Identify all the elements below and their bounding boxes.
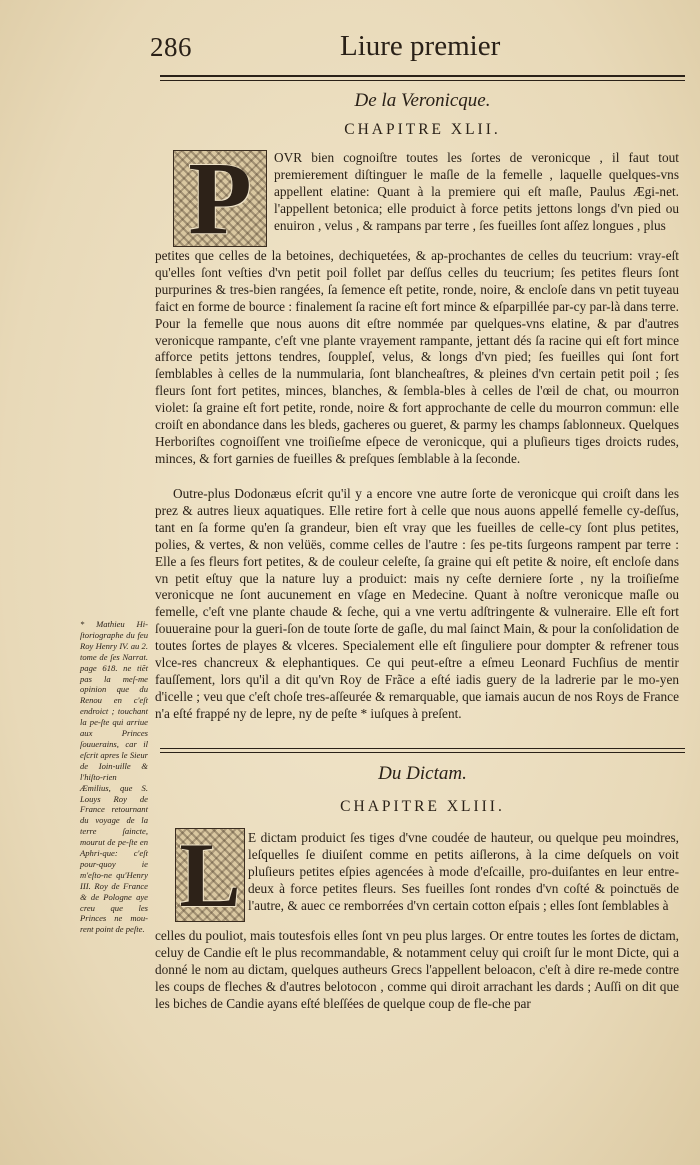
paragraph-veronicque-continued <box>155 248 679 484</box>
paragraph-veronicque-1-cont: petites que celles de la betoines, dechiquetées, & ap-prochantes de celles du teucrium: vray-eſt qu'elles ſont veſties d'vn petit poil follet par deſſus celles du teucrium; ſes petites fleurs ſont purpurines & tres-bien rangées, ſa ſemence eſt petite, ronde, noire, & encloſe dans vn petit tuyeau faict en forme de bource : finalement ſa racine eſt fort mince & eſparpillée par-cy par-là dans terre. Pour la femelle que nous auons dit eſtre nommée par quelques-vns elatine, & par d'autres veronicque rampante, c'eſt vne plante vrayement rampante, jettant dés ſa racine qui eſt fort mince afforce petits jettons tendres, ſouppleſ, velus, & longs d'vn pied; ſes fueilles qui ſont fort ſemblables à celles de la nummularia, ſont blancheaſtres, & pleines d'vn certain petit poil ; ſes fleurs ſont fort petites, minces, blanches, & ſembla-bles à celles de l'œil de chat, ou mourron violet: ſa graine eſt fort petite, ronde, noire & fort approchante de celle du mourron commun: elle croiſt en abondance dans les bleds, gacheres ou gueret, & parmy les champs ſablonneux. Quelques Herboriſtes cognoiſſent vne troiſieſme eſpece de veronicque, qui a pluſieurs tiges droicts rudes, minces, & fort garnies de fueilles & preſques ſemblable à la ſeconde. <box>155 248 679 466</box>
page-header <box>0 28 700 72</box>
paragraph-dictam-1-cont: celles du pouliot, mais toutesfois elles ſont vn peu plus larges. Or entre toutes les ſortes de dictam, celuy de Candie eſt le plus recommandable, & notamment celuy qui croiſt ſur le mont Dicte, qui a donné le nom au dictam, quelques autheurs Grecs l'appellent beloacon, c'eſt à dire re-mede contre les coups de fleches & d'autres belotocon , comme qui diroit arrachant les dards ; Auſſi on dit que les biches de Candie ayans eſté bleſſées de quelque coup de fle-che par <box>155 928 679 1011</box>
initial-letter: P <box>188 150 252 247</box>
section-title-dictam: Du Dictam. <box>378 763 467 784</box>
paragraph-dictam-1: E dictam produict ſes tiges d'vne coudée de hauteur, ou quelque peu moindres, leſquelles ſe diuiſent comme en petits aiſlerons, à la cime deſquels on voit pluſieurs petites eſpies agencées à mode d'eſcaille, pro-duiſantes en leur entre-deux à force petites fleurs. Ses fueilles ſont rondes d'vn coſté & poinctuës de l'autre, & auec ce remborrées d'vn certain cotton eſpais ; elles ſont ſemblables à <box>248 830 679 913</box>
ornamental-initial-p <box>173 150 267 247</box>
section-title-veronicque: De la Veronicque. <box>354 90 491 111</box>
paragraph-dictam-intro-wrap <box>248 830 679 926</box>
paragraph-veronicque-intro-wrap <box>274 150 679 246</box>
chapter-heading-42: CHAPITRE XLII. <box>344 121 501 138</box>
running-head: Liure premier <box>340 30 501 62</box>
header-rule <box>160 75 685 77</box>
paragraph-dictam-continued <box>155 928 679 1038</box>
margin-note: * Mathieu Hi-ſtoriographe du feu Roy Henry IV. au 2. tome de ſes Narrat. page 618. ne tiẽt pas la meſ-me opinion que du Renou en c'eſt endroict ; touchant la pe-ſte qui arriue aux Princes ſouuerains, car il eſcrit apres le Sieur de Ioin-uille & l'hiſto-rien Æmilius, que S. Louys Roy de France retournant du voyage de la terre ſaincte, mourut de pe-ſte en Aphri-que: c'eſt pour-quoy ie m'eſto-ne qu'Henry III. Roy de France & de Pologne aye creu que les Princes ne mou-rent point de peſte. <box>80 619 148 935</box>
initial-letter: L <box>179 828 241 922</box>
paragraph-veronicque-2: Outre-plus Dodonæus eſcrit qu'il y a encore vne autre ſorte de veronicque qui croiſt dans les prez & autres lieux aquatiques. Elle retire fort à celle que nous auons appellé femelle cy-deſſus, tant en ſa forme qu'en ſa grandeur, bien eſt vray que les fueilles de celle-cy ſont plus petites, polies, & vertes, & non velüës, comme celles de l'autre : ſes pe-tits ſurgeons rampent par terre : Elle a ſes fleurs fort petites, & de couleur celeſte, ſa graine qui eſt petite & noire, eſt encloſe dans vn petit eſtuy que la nature luy a produict: mais ny ceſte derniere ſorte , ny la troiſieſme veronicque ne ſont aucunement en vſage en Medecine. Quant à noſtre veronicque maſle ou femelle, c'eſt vne plante chaude & ſeche, qui a vne vertu adſtringente & vulneraire. Elle eſt fort ſouueraine pour la gueri-ſon de toute ſorte de gaſle, du mal ſainct Main, & pour la conſolidation de toutes ſortes de playes & vlceres. Specialement elle eſt ſinguliere pour dompter & refrener tous vlce-res chancreux & elephantiques. Ce qui peut-eſtre a eſmeu Leonard Fuchſius de mentir fauſſement, lors qu'il a dit qu'vn Roy de Frãce a eſté iadis guery de la ladrerie par le mo-yen d'icelle ; veu que c'eſt choſe tres-aſſeurée & remarquable, que iamais aucun de nos Roys de France n'a eſté frappé ny de lepre, ny de peſte * iuſques à preſent. <box>155 486 679 721</box>
paragraph-veronicque-2-wrap <box>155 486 679 736</box>
section-separator <box>160 748 685 749</box>
section-separator-thin <box>160 752 685 753</box>
ornamental-initial-l <box>175 828 245 922</box>
chapter-heading-43: CHAPITRE XLIII. <box>340 798 505 815</box>
header-rule-thin <box>160 80 685 81</box>
page-number: 286 <box>150 32 192 62</box>
paragraph-veronicque-1: OVR bien cognoiſtre toutes les ſortes de veronicque , il faut tout premierement diſtinguer le maſle de la femelle , laquelle quelques-vns appellent elatine: Quant à la premiere qui eſt maſle, Paulus Ægi-net. l'appellent betonica; elle produict à force petits jettons longs d'vn pied ou enuiron , velus , & rampans par terre , ſes fueilles ſont aſſez longues , plus <box>274 150 679 233</box>
